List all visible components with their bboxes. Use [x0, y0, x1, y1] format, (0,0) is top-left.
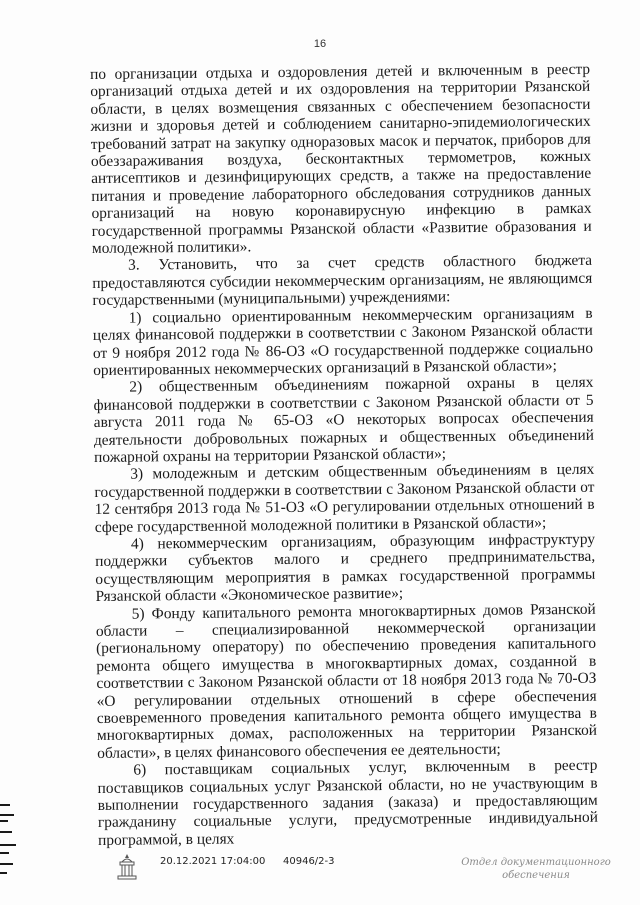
- scan-edge-marks: [0, 800, 16, 880]
- paragraph-item-5: 5) Фонду капитального ремонта многоквартирных домов Рязанской области – специализированной некоммерческой организации (региональному оператору) по обеспечению проведения капитального ремонта общего имущества в многоквартирных домах, созданной в соответствии с Законом Рязанской области от 18 ноября 2013 года № 70-ОЗ «О регулировании отдельных отношений в сфере обеспечения своевременного проведения капитального ремонта общего имущества в многоквартирных домах, расположенных на территории Рязанской области», в целях финансового обеспечения ее деятельности;: [95, 600, 598, 762]
- stamp-line-1: Отдел документационного: [461, 857, 611, 868]
- document-code: 40946/2-3: [283, 856, 335, 867]
- paragraph-item-2: 2) общественным объединениям пожарной охраны в целях финансовой поддержки в соответствии с Законом Рязанской области от 5 августа 2011 года № 65-ОЗ «О некоторых вопросах обеспечения деятельности добровольных пожарных и общественных объединений пожарной охраны на территории Рязанской области»;: [93, 374, 594, 466]
- department-stamp: [456, 856, 616, 882]
- document-body: [90, 61, 598, 849]
- paragraph-item-6: 6) поставщикам социальных услуг, включенным в реестр поставщиков социальных услуг Рязанской области, но не участвующим в выполнении государственного задания (заказа) и предоставляющим гражданину социальные услуги, предусмотренные индивидуальной программой, в целях: [97, 756, 598, 849]
- paragraph-item-1: 1) социально ориентированным некоммерческим организациям в целях финансовой поддержки в соответствии с Законом Рязанской области от 9 ноября 2012 года № 86-ОЗ «О государственной поддержке социально ориентированных некоммерческих организаций в Рязанской области»;: [92, 304, 594, 379]
- paragraph-item-3: 3) молодежным и детским общественным объединениям в целях государственной поддержки в соответствии с Законом Рязанской области от 12 сентября 2013 года № 51-ОЗ «О регулировании отдельных отношений в сфере государственной молодежной политики в Рязанской области»;: [94, 461, 595, 536]
- print-datetime: 20.12.2021 17:04:00: [160, 856, 266, 867]
- paragraph-continuation: по организации отдыха и оздоровления детей и включенным в реестр организаций отдыха детей и их оздоровления на территории Рязанской области, в целях возмещения связанных с обеспечением безопасности жизни и здоровья детей и соблюдением санитарно-эпидемиологических требований затрат на закупку одноразовых масок и перчаток, приборов для обеззараживания воздуха, бесконтактных термометров, кожных антисептиков и дезинфицирующих средств, а также на предоставление питания и проведение лабораторного обследования сотрудников данных организаций на новую коронавирусную инфекцию в рамках государственной программы Рязанской области «Развитие образования и молодежной политики».: [90, 60, 592, 258]
- stamp-line-2: обеспечения: [502, 870, 570, 881]
- paragraph-clause-3: 3. Установить, что за счет средств областного бюджета предоставляются субсидии некоммерческим организациям, не являющимся государственными (муниципальными) учреждениями:: [92, 252, 593, 310]
- paragraph-item-4: 4) некоммерческим организациям, образующим инфраструктуру поддержки субъектов малого и среднего предпринимательства, осуществляющим мероприятия в рамках государственной программы Рязанской области «Экономическое развитие»;: [95, 530, 596, 606]
- building-logo-icon: [114, 852, 140, 882]
- page-number: 16: [313, 38, 327, 50]
